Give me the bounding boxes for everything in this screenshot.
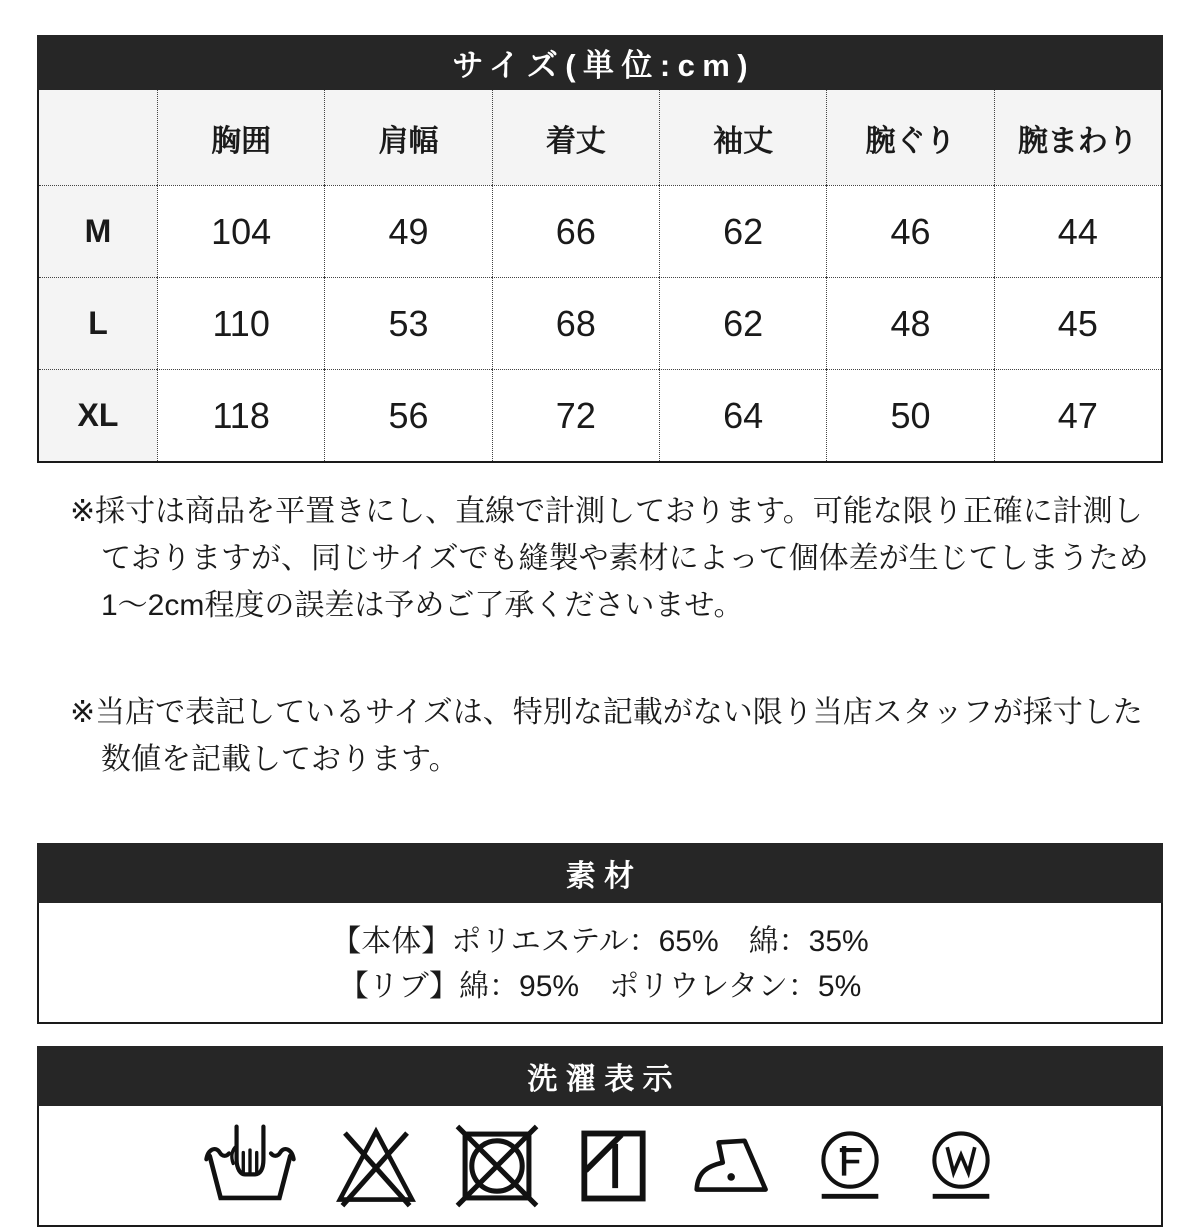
row-label-m: M [39, 185, 157, 277]
measurement-notes [37, 463, 1163, 783]
row-label-l: L [39, 277, 157, 369]
column-header: 胸囲 [157, 90, 324, 185]
table-cell: 66 [492, 185, 659, 277]
table-cell: 68 [492, 277, 659, 369]
note-line: ※当店で表記しているサイズは、特別な記載がない限り当店スタッフが採寸した [70, 696, 1143, 729]
column-header: 袖丈 [659, 90, 826, 185]
iron-low-heat-icon [688, 1124, 776, 1208]
table-cell: 104 [157, 185, 324, 277]
material-section-title: 素材 [565, 860, 643, 893]
table-cell: 64 [659, 369, 826, 461]
care-symbols-row [37, 1106, 1163, 1227]
row-label-xl: XL [39, 369, 157, 461]
dry-clean-petroleum-gentle-icon [813, 1124, 887, 1208]
care-section-header [37, 1046, 1163, 1106]
size-table-corner-cell [39, 90, 157, 185]
size-section-header [37, 35, 1163, 90]
do-not-tumble-dry-icon [455, 1124, 539, 1208]
care-section-title: 洗濯表示 [527, 1063, 681, 1096]
column-header: 腕まわり [994, 90, 1161, 185]
table-cell: 46 [826, 185, 993, 277]
column-header: 肩幅 [324, 90, 491, 185]
note-line: 1〜2cm程度の誤差は予めご了承くださいませ。 [101, 589, 744, 622]
table-cell: 110 [157, 277, 324, 369]
note-measurement-accuracy [70, 488, 1163, 629]
material-body [37, 903, 1163, 1024]
line-dry-in-shade-icon [576, 1124, 651, 1208]
table-cell: 50 [826, 369, 993, 461]
wet-clean-gentle-icon [924, 1124, 998, 1208]
table-cell: 45 [994, 277, 1161, 369]
note-line: ておりますが、同じサイズでも縫製や素材によって個体差が生じてしまうため [101, 542, 1149, 575]
material-section [37, 843, 1163, 1024]
size-section-title: サイズ(単位:cm) [452, 48, 756, 83]
table-cell: 62 [659, 185, 826, 277]
note-line: ※採寸は商品を平置きにし、直線で計測しております。可能な限り正確に計測し [70, 495, 1143, 528]
table-cell: 53 [324, 277, 491, 369]
note-staff-measured [70, 689, 1163, 783]
table-cell: 47 [994, 369, 1161, 461]
table-cell: 56 [324, 369, 491, 461]
table-cell: 49 [324, 185, 491, 277]
table-cell: 48 [826, 277, 993, 369]
material-section-header [37, 843, 1163, 903]
table-cell: 118 [157, 369, 324, 461]
hand-wash-icon [203, 1124, 297, 1208]
material-line-rib: 【リブ】綿：95% ポリウレタン：5% [338, 970, 862, 1003]
column-header: 腕ぐり [826, 90, 993, 185]
note-line: 数値を記載しております。 [101, 743, 459, 776]
table-cell: 62 [659, 277, 826, 369]
do-not-bleach-icon [334, 1124, 418, 1208]
size-table [37, 90, 1163, 463]
table-cell: 72 [492, 369, 659, 461]
table-cell: 44 [994, 185, 1161, 277]
column-header: 着丈 [492, 90, 659, 185]
material-line-body: 【本体】ポリエステル：65% 綿：35% [331, 925, 869, 958]
